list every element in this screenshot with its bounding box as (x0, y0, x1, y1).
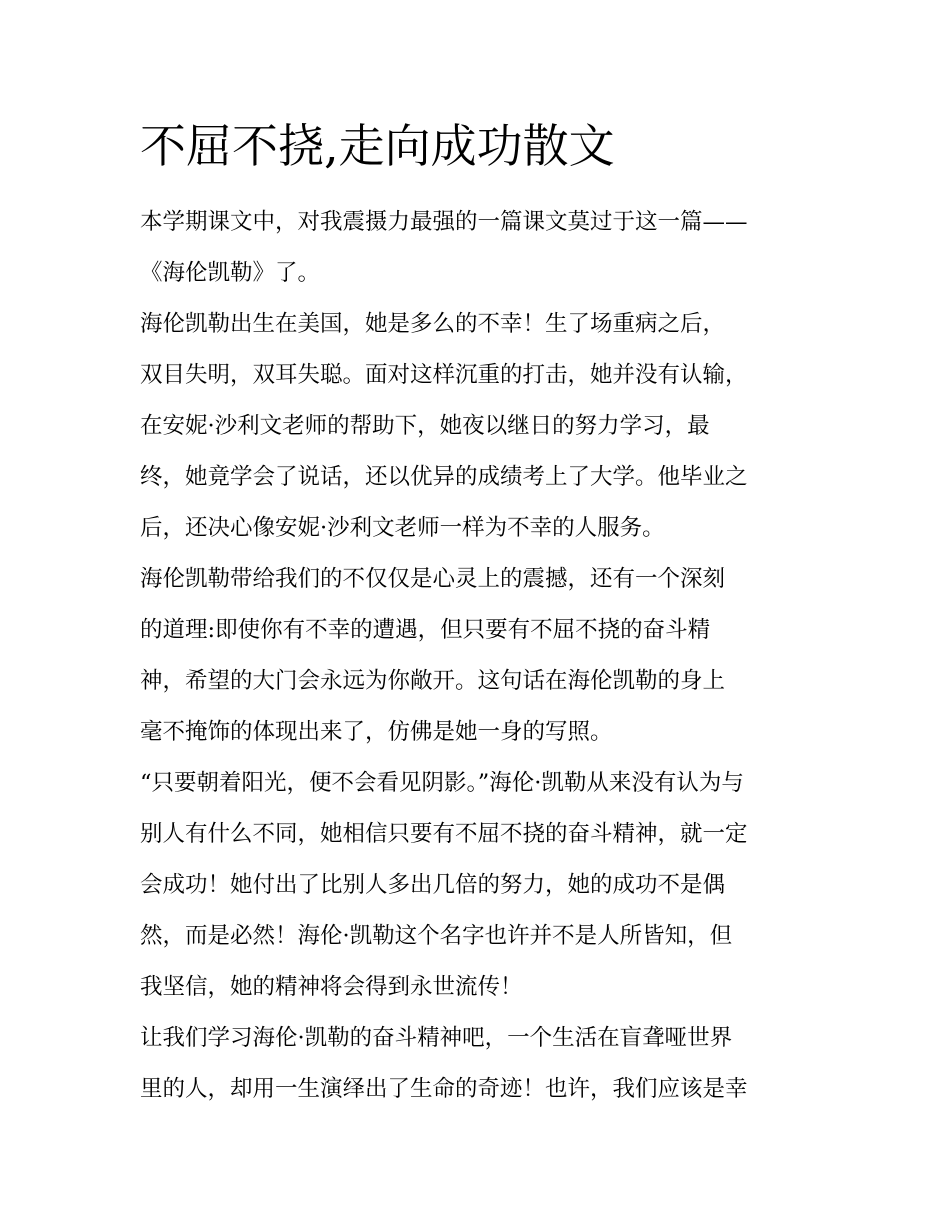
text-line: 别人有什么不同，她相信只要有不屈不挠的奋斗精神，就一定 (140, 821, 748, 847)
text-line: 毫不掩饰的体现出来了，仿佛是她一身的写照。 (140, 719, 613, 745)
text-line: 会成功！她付出了比别人多出几倍的努力，她的成功不是偶 (140, 872, 726, 898)
text-line: 本学期课文中，对我震摄力最强的一篇课文莫过于这一篇—— (140, 209, 748, 235)
text-line: 双目失明，双耳失聪。面对这样沉重的打击，她并没有认输， (140, 362, 748, 388)
text-line: 海伦凯勒带给我们的不仅仅是心灵上的震撼，还有一个深刻 (140, 566, 726, 592)
text-line: 在安妮·沙利文老师的帮助下，她夜以继日的努力学习，最 (140, 413, 710, 439)
text-line: 后，还决心像安妮·沙利文老师一样为不幸的人服务。 (140, 515, 665, 541)
text-line: 让我们学习海伦·凯勒的奋斗精神吧，一个生活在盲聋哑世界 (140, 1025, 733, 1051)
document-title: 不屈不挠,走向成功散文 (140, 119, 615, 173)
text-line: 海伦凯勒出生在美国，她是多么的不幸！生了场重病之后， (140, 311, 726, 337)
text-line: 我坚信，她的精神将会得到永世流传！ (140, 974, 523, 1000)
text-line: 然，而是必然！海伦·凯勒这个名字也许并不是人所皆知，但 (140, 923, 733, 949)
text-line: “只要朝着阳光，便不会看见阴影。”海伦·凯勒从来没有认为与 (140, 770, 744, 796)
text-line: 终，她竟学会了说话，还以优异的成绩考上了大学。他毕业之 (140, 464, 748, 490)
text-line: 里的人，却用一生演绎出了生命的奇迹！也许，我们应该是幸 (140, 1076, 748, 1102)
text-line: 神，希望的大门会永远为你敞开。这句话在海伦凯勒的身上 (140, 668, 726, 694)
text-line: 《海伦凯勒》了。 (140, 260, 321, 286)
text-line: 的道理:即使你有不幸的遭遇，但只要有不屈不挠的奋斗精 (140, 617, 711, 643)
